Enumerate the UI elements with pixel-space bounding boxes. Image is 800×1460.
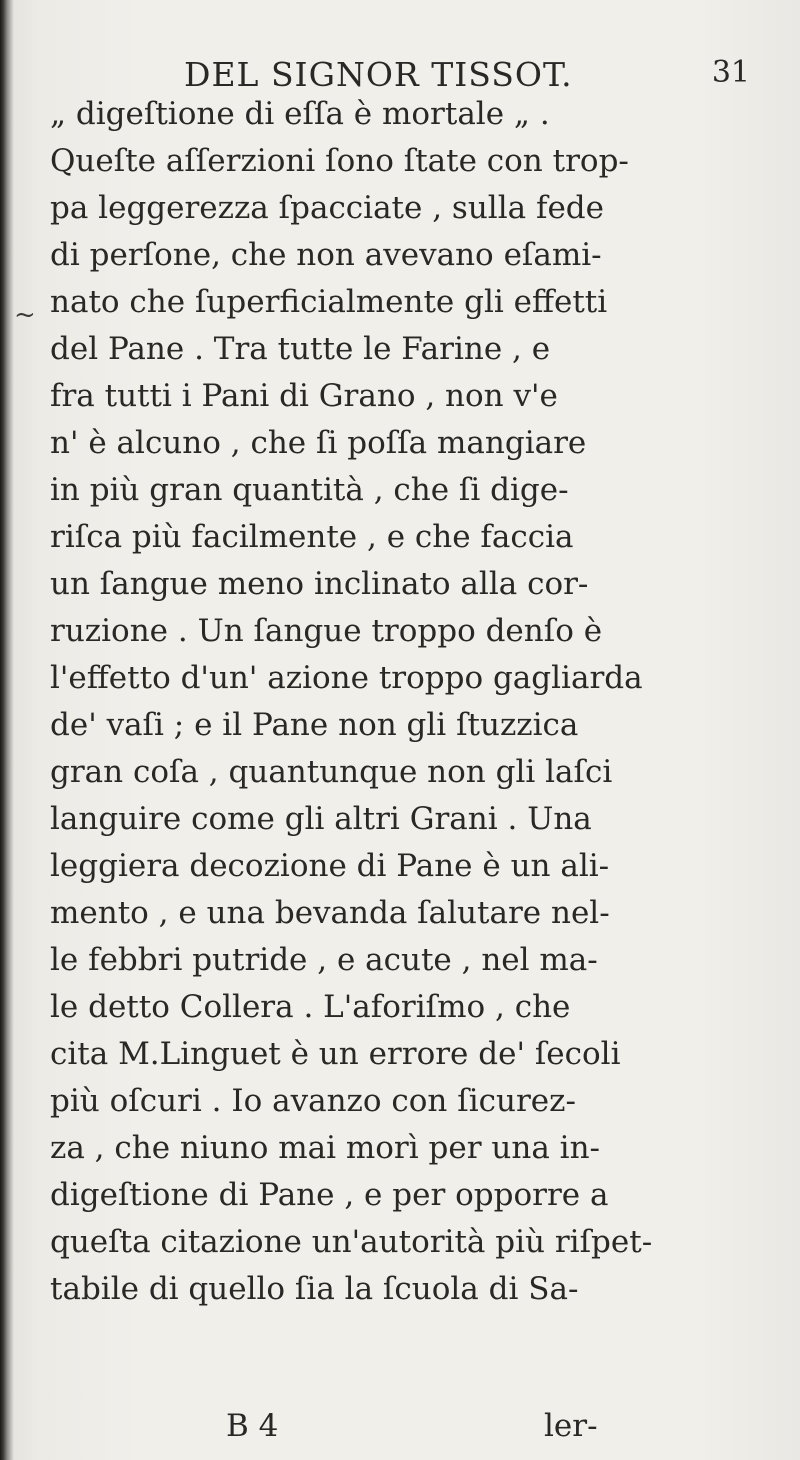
- text-line: del Pane . Tra tutte le Farine , e: [50, 331, 551, 367]
- text-line: za , che niuno mai morì per una in-: [50, 1130, 601, 1166]
- text-line: più oſcuri . Io avanzo con ſicurez-: [50, 1083, 576, 1119]
- text-line: gran coſa , quantunque non gli laſci: [50, 754, 613, 790]
- text-line: l'effetto d'un' azione troppo gagliarda: [50, 660, 643, 696]
- text-line: di perſone, che non avevano eſami-: [50, 237, 602, 273]
- text-line: digeſtione di Pane , e per opporre a: [50, 1177, 609, 1213]
- text-line: le detto Collera . L'aforiſmo , che: [50, 989, 571, 1025]
- text-line: riſca più facilmente , e che faccia: [50, 519, 574, 555]
- text-line: le febbri putride , e acute , nel ma-: [50, 942, 598, 978]
- text-line: n' è alcuno , che ſi poſſa mangiare: [50, 425, 587, 461]
- text-line: fra tutti i Pani di Grano , non v'e: [50, 378, 558, 414]
- text-line: un ſangue meno inclinato alla cor-: [50, 566, 589, 602]
- text-line: queſta citazione un'autorità più riſpet-: [50, 1224, 653, 1260]
- catchword: ler-: [544, 1408, 598, 1444]
- text-line: „ digeſtione di eſſa è mortale „ .: [50, 96, 550, 132]
- text-line: cita M.Linguet è un errore de' ſecoli: [50, 1036, 621, 1072]
- page-number: 31: [711, 55, 750, 90]
- margin-mark: ~: [14, 300, 36, 330]
- text-line: de' vaſi ; e il Pane non gli ſtuzzica: [50, 707, 579, 743]
- text-line: leggiera decozione di Pane è un ali-: [50, 848, 610, 884]
- running-title: DEL SIGNOR TISSOT.: [184, 55, 573, 94]
- text-line: in più gran quantità , che ſi dige-: [50, 472, 569, 508]
- signature-mark: B 4: [226, 1408, 279, 1444]
- text-line: nato che ſuperficialmente gli effetti: [50, 284, 608, 320]
- text-line: tabile di quello ſia la ſcuola di Sa-: [50, 1271, 579, 1307]
- text-line: languire come gli altri Grani . Una: [50, 801, 592, 837]
- text-line: Queſte aſſerzioni ſono ſtate con trop-: [50, 143, 629, 179]
- text-line: mento , e una bevanda ſalutare nel-: [50, 895, 610, 931]
- text-line: ruzione . Un ſangue troppo denſo è: [50, 613, 603, 649]
- page-footer: [226, 1408, 786, 1448]
- text-line: pa leggerezza ſpacciate , sulla fede: [50, 190, 604, 226]
